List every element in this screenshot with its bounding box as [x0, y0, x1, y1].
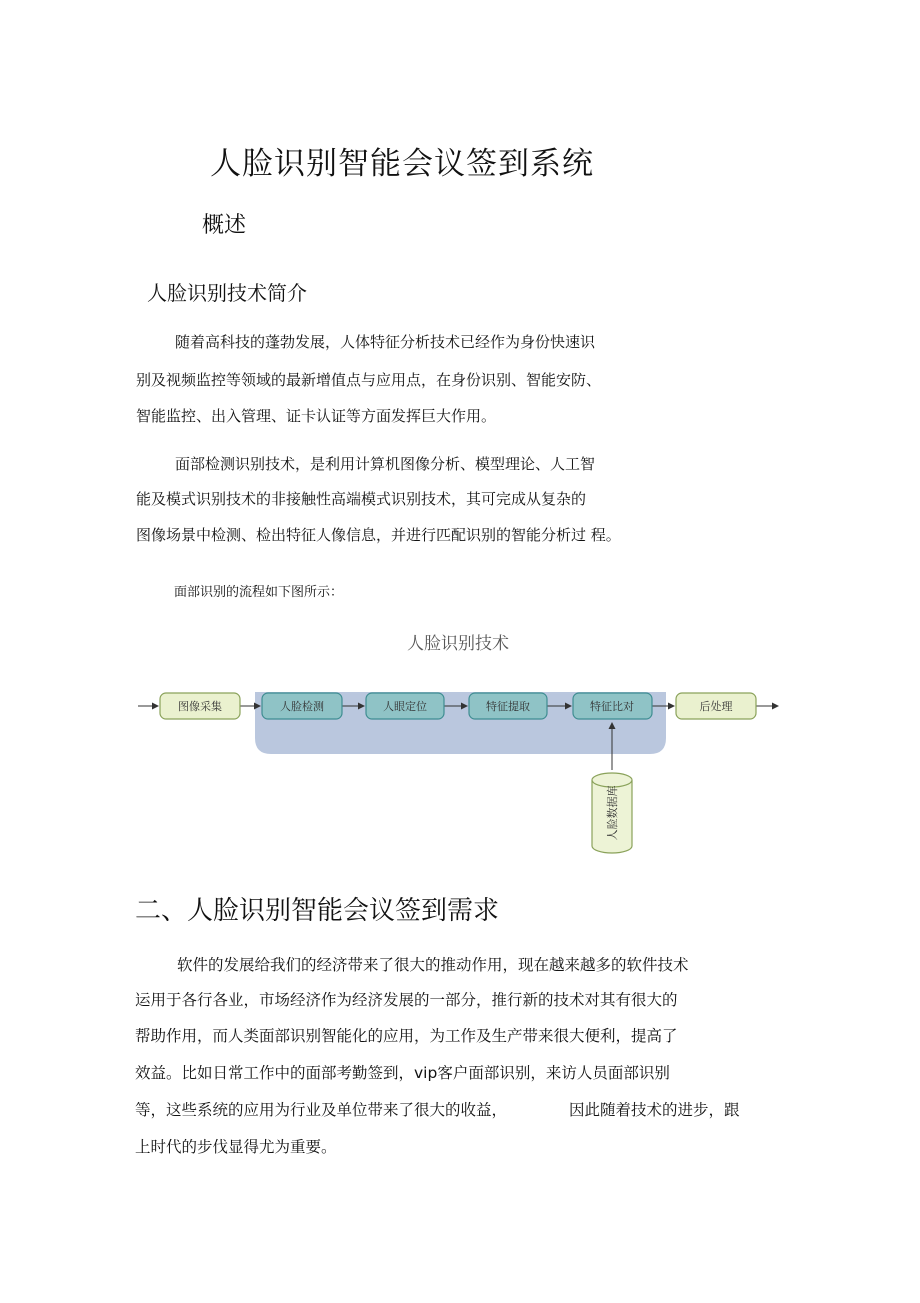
- step-feature-extraction: [469, 693, 547, 719]
- paragraph-line: 效益。比如日常工作中的面部考勤签到，vip客户面部识别，来访人员面部识别: [135, 1064, 670, 1082]
- paragraph-line: 等，这些系统的应用为行业及单位带来了很大的收益，: [135, 1101, 508, 1119]
- figure-caption: 面部识别的流程如下图所示：: [174, 585, 344, 600]
- step-label: 人脸检测: [280, 700, 324, 713]
- paragraph-line: 别及视频监控等领域的最新增值点与应用点，在身份识别、智能安防、: [136, 371, 602, 389]
- page-title: 人脸识别智能会议签到系统: [210, 146, 594, 182]
- face-database-cylinder: [592, 773, 632, 853]
- paragraph-line: 因此随着技术的进步，跟: [569, 1101, 740, 1119]
- paragraph-line: 图像场景中检测、检出特征人像信息，并进行匹配识别的智能分析过 程。: [136, 526, 621, 544]
- paragraph-line: 随着高科技的蓬勃发展，人体特征分析技术已经作为身份快速识: [175, 333, 596, 351]
- subsection-heading-intro: 人脸识别技术简介: [147, 281, 307, 305]
- diagram-title: 人脸识别技术: [407, 634, 509, 654]
- step-label: 特征提取: [486, 700, 530, 713]
- step-label: 人眼定位: [383, 700, 427, 713]
- step-feature-comparison: [573, 693, 652, 719]
- step-label: 图像采集: [178, 700, 222, 713]
- step-image-capture: [160, 693, 240, 719]
- step-label: 特征比对: [590, 700, 634, 713]
- step-post-processing: [676, 693, 756, 719]
- paragraph-line: 软件的发展给我们的经济带来了很大的推动作用，现在越来越多的软件技术: [177, 956, 689, 974]
- step-label: 后处理: [699, 700, 733, 713]
- step-eye-location: [366, 693, 444, 719]
- paragraph-line: 运用于各行各业，市场经济作为经济发展的一部分，推行新的技术对其有很大的: [135, 991, 678, 1009]
- paragraph-line: 帮助作用，而人类面部识别智能化的应用，为工作及生产带来很大便利，提高了: [135, 1027, 678, 1045]
- paragraph-line: 能及模式识别技术的非接触性高端模式识别技术，其可完成从复杂的: [136, 490, 587, 508]
- paragraph-line: 上时代的步伐显得尤为重要。: [135, 1138, 337, 1156]
- database-label: 人脸数据库: [606, 785, 619, 841]
- face-recognition-flow-diagram: [130, 620, 790, 860]
- paragraph-line: 智能监控、出入管理、证卡认证等方面发挥巨大作用。: [136, 407, 497, 425]
- section-heading-overview: 概述: [202, 213, 247, 238]
- step-face-detection: [262, 693, 342, 719]
- paragraph-line: 面部检测识别技术，是利用计算机图像分析、模型理论、人工智: [175, 455, 596, 473]
- section-heading-requirements: 二、人脸识别智能会议签到需求: [135, 896, 500, 926]
